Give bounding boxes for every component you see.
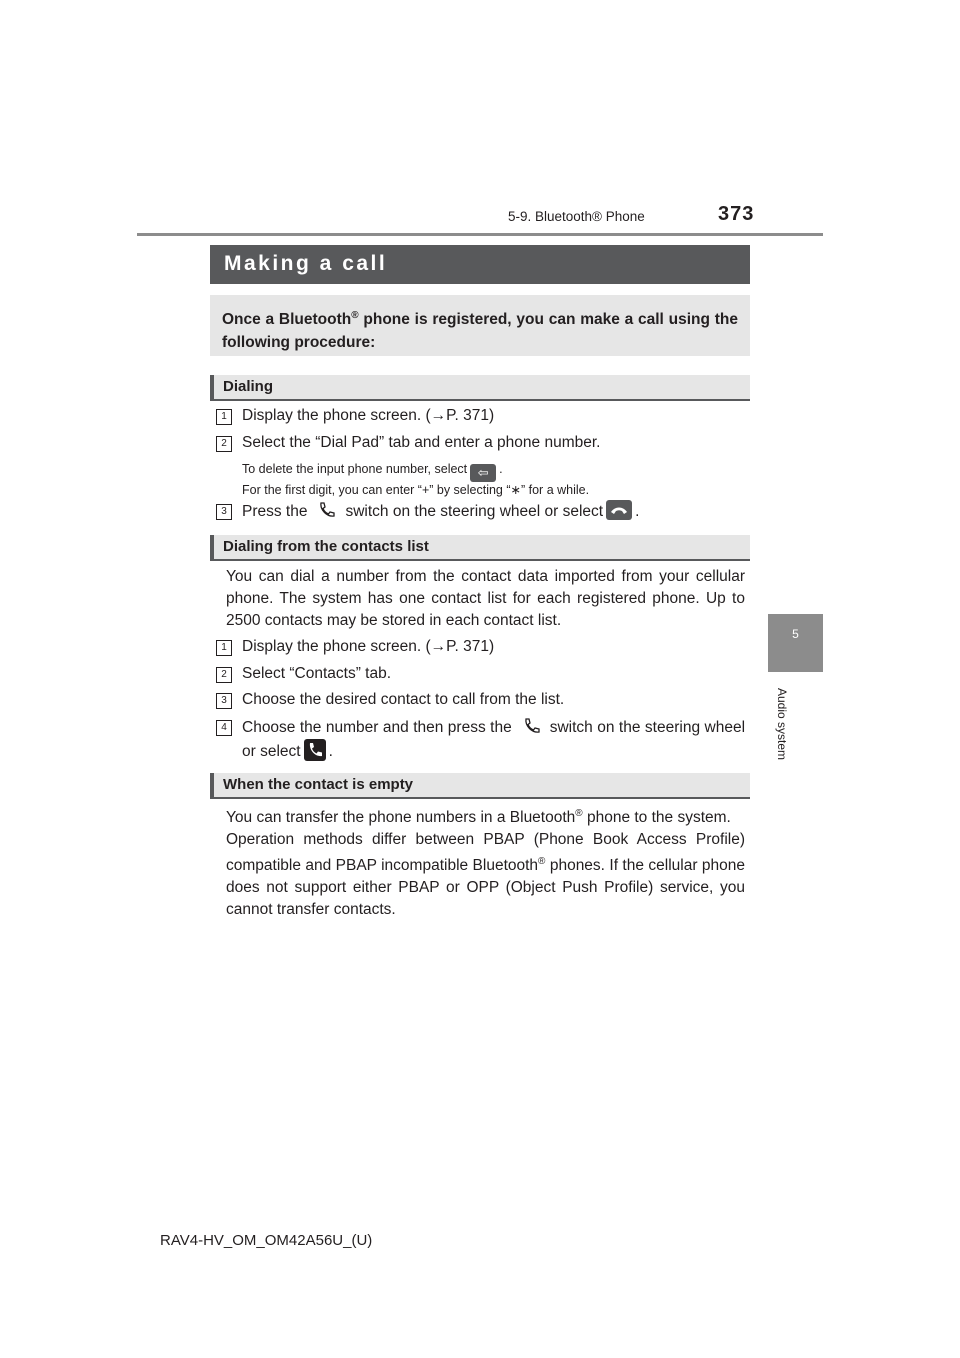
step-text-a: Choose the number and then press the	[242, 719, 512, 736]
step-text-a: Press the	[242, 503, 308, 520]
step-number: 1	[216, 409, 232, 425]
page-title-bar	[210, 245, 750, 284]
step-text-b: switch on the steering wheel or select	[242, 719, 746, 760]
step-text: Select the “Dial Pad” tab and enter a phone number.	[242, 434, 601, 451]
registered-mark: ®	[575, 808, 583, 819]
step-text	[242, 500, 745, 523]
step-number: 2	[216, 436, 232, 452]
step-number: 3	[216, 504, 232, 520]
dialing-heading	[210, 375, 750, 401]
note-line-1	[242, 461, 589, 482]
empty-heading-text: When the contact is empty	[223, 776, 414, 793]
empty-text: You can transfer the phone numbers in a Bluetooth	[226, 809, 576, 827]
step-text: Select “Contacts” tab.	[242, 665, 392, 682]
empty-text: Operation methods differ between PBAP (Phone Book Access Profile) compatible and PBAP incompatible Bluetooth	[226, 831, 745, 875]
step-text: Display the phone screen. (→P. 371)	[242, 407, 495, 424]
phone-handset-icon	[518, 716, 544, 736]
step-number: 1	[216, 640, 232, 656]
chapter-number: 5	[792, 627, 799, 641]
step-text	[242, 716, 745, 763]
step-number: 3	[216, 693, 232, 709]
note-text: To delete the input phone number, select	[242, 462, 468, 476]
intro-box	[210, 295, 750, 356]
chapter-label-container	[770, 682, 790, 772]
back-arrow-icon: ⇦	[470, 464, 496, 482]
section-header: 5-9. Bluetooth® Phone	[508, 209, 645, 224]
footer-code: RAV4-HV_OM_OM42A56U_(U)	[160, 1232, 373, 1249]
empty-paragraph-2	[226, 829, 745, 921]
empty-text: phone to the system.	[582, 809, 731, 827]
intro-text-b: phone is registered, you can make a call using the following procedure:	[222, 311, 738, 352]
intro-text	[222, 304, 738, 354]
chapter-tab	[768, 614, 823, 672]
contacts-paragraph-text: You can dial a number from the contact data imported from your cellular phone. The system has one contact list for each registered phone. Up to 2500 contacts may be stored in each contact list.	[226, 568, 745, 629]
contacts-heading	[210, 535, 750, 561]
empty-contacts-paragraph	[226, 803, 745, 921]
header-rule	[137, 233, 823, 236]
chapter-label: Audio system	[775, 687, 789, 761]
contacts-heading-text: Dialing from the contacts list	[223, 538, 429, 555]
dialing-heading-text: Dialing	[223, 378, 274, 395]
page-number: 373	[718, 203, 755, 225]
empty-contacts-heading	[210, 773, 750, 799]
note-text: .	[499, 462, 503, 476]
step-text-c: .	[328, 743, 333, 760]
call-button-icon	[304, 739, 326, 761]
step-text: Display the phone screen. (→P. 371)	[242, 638, 495, 655]
step-text-b: switch on the steering wheel or select	[345, 503, 604, 520]
step-number: 4	[216, 720, 232, 736]
intro-text-a: Once a Bluetooth	[222, 311, 352, 329]
registered-mark: ®	[538, 856, 546, 868]
page-title: Making a call	[224, 252, 388, 275]
note-line-2: For the first digit, you can enter “+” by selecting “∗” for a while.	[242, 483, 590, 497]
step-text-c: .	[635, 503, 640, 520]
registered-mark: ®	[351, 310, 359, 321]
call-button-icon	[606, 500, 632, 520]
empty-text: phones. If the cellular phone does not support either PBAP or OPP (Object Push Profile) service, you cannot transfer contacts.	[226, 857, 745, 919]
dialing-note	[242, 461, 589, 499]
step-number: 2	[216, 667, 232, 683]
phone-handset-icon	[313, 500, 339, 520]
step-text: Choose the desired contact to call from the list.	[242, 691, 565, 708]
empty-paragraph-1	[226, 803, 745, 829]
contacts-paragraph	[226, 566, 745, 632]
